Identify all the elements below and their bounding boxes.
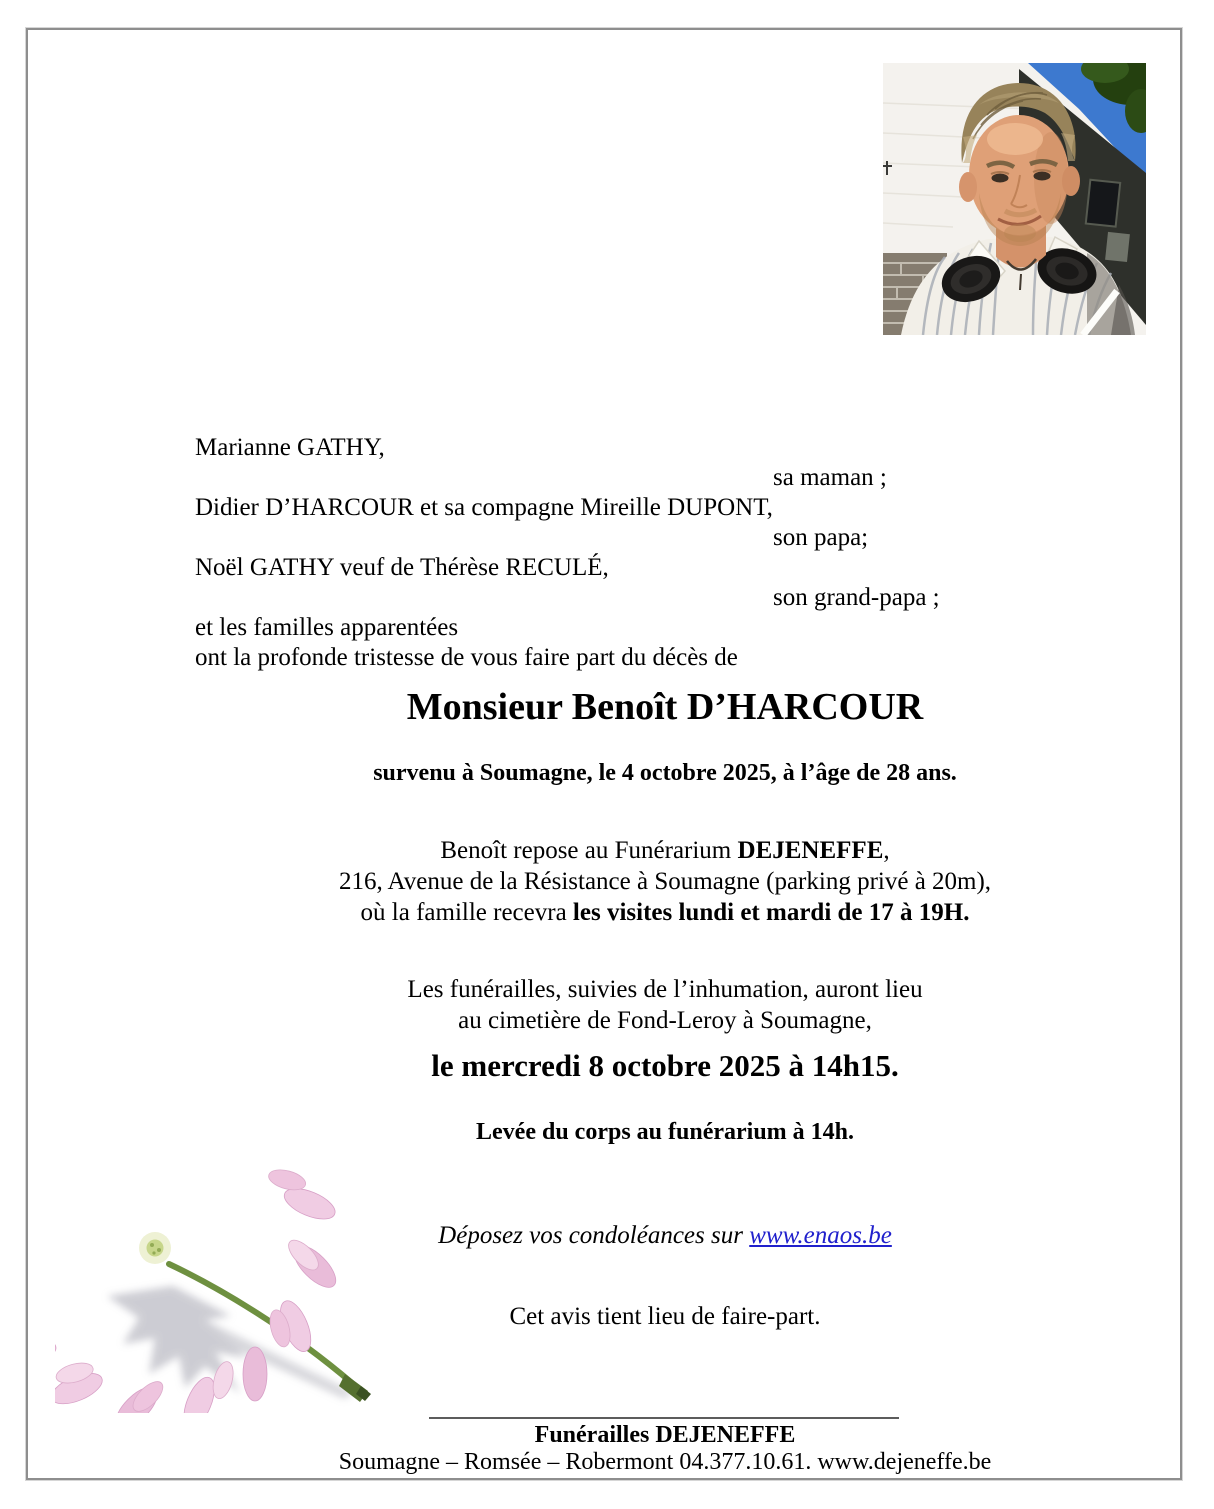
- enaos-link[interactable]: www.enaos.be: [749, 1222, 892, 1249]
- ceremony-date: le mercredi 8 octobre 2025 à 14h15.: [431, 1048, 899, 1083]
- relation-line: son grand-papa ;: [773, 584, 940, 611]
- ceremony-line-1: Les funérailles, suivies de l’inhumation, auront lieu: [407, 976, 923, 1003]
- family-member-line: Marianne GATHY,: [195, 434, 385, 461]
- death-details: survenu à Soumagne, le 4 octobre 2025, à l’âge de 28 ans.: [373, 760, 957, 786]
- visits-line-text: où la famille recevra: [360, 899, 573, 926]
- visits-hours: les visites lundi et mardi de 17 à 19H.: [572, 899, 970, 926]
- portrait-illustration: [883, 63, 1146, 335]
- repose-line-1-text: Benoît repose au Funérarium: [440, 837, 738, 864]
- family-block: [195, 433, 1135, 673]
- family-member-line: Noël GATHY veuf de Thérèse RECULÉ,: [195, 554, 609, 581]
- repose-line-1: [195, 835, 1135, 866]
- ceremony-block: [195, 974, 1135, 1036]
- repose-line-1-suffix: ,: [883, 837, 890, 864]
- notice-line: Cet avis tient lieu de faire-part.: [509, 1303, 821, 1330]
- condolences-text: Déposez vos condoléances sur: [438, 1222, 750, 1249]
- relation-line: son papa;: [773, 524, 869, 551]
- pink-chrysanthemum-illustration: [55, 1168, 385, 1413]
- footer-company-name: Funérailles DEJENEFFE: [534, 1422, 796, 1448]
- relation-line: sa maman ;: [773, 464, 887, 491]
- ceremony-line-2: au cimetière de Fond-Leroy à Soumagne,: [458, 1007, 872, 1034]
- repose-block: [195, 835, 1135, 928]
- family-member-line: Didier D’HARCOUR et sa compagne Mireille DUPONT,: [195, 494, 773, 521]
- repose-address-line: 216, Avenue de la Résistance à Soumagne (parking privé à 20m),: [338, 868, 992, 895]
- deceased-name: Monsieur Benoît D’HARCOUR: [406, 686, 924, 728]
- portrait-photo: [883, 63, 1146, 335]
- flower-image: [55, 1168, 385, 1413]
- footer-divider: [429, 1417, 899, 1419]
- funeral-home-name: DEJENEFFE: [737, 837, 884, 864]
- footer-address-line: Soumagne – Romsée – Robermont 04.377.10.61. www.dejeneffe.be: [338, 1449, 992, 1475]
- visits-line: [195, 897, 1135, 928]
- announcement-intro-line: ont la profonde tristesse de vous faire part du décès de: [195, 644, 738, 671]
- family-member-line: et les familles apparentées: [195, 614, 459, 641]
- levee-line: Levée du corps au funérarium à 14h.: [476, 1119, 854, 1145]
